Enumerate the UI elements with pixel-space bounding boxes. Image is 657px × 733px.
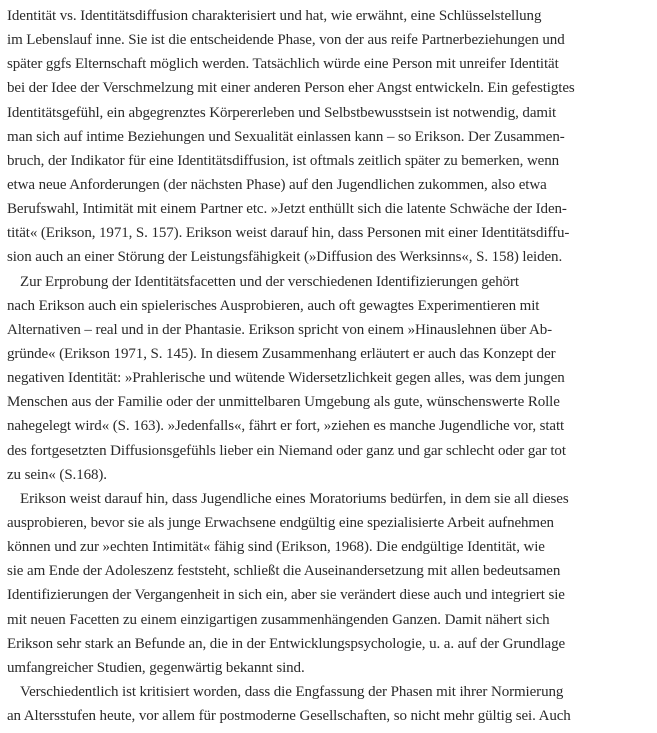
- text-line: Berufswahl, Intimität mit einem Partner etc. »Jetzt enthüllt sich die latente Schwäche der Iden-: [7, 201, 567, 218]
- text-line: man sich auf intime Beziehungen und Sexualität einlassen kann – so Erikson. Der Zusammen-: [7, 128, 565, 145]
- text-line: Identitätsgefühl, ein abgegrenztes Körpererleben und Selbstbewusstsein ist notwendig, damit: [7, 104, 557, 121]
- text-line: im Lebenslauf inne. Sie ist die entscheidende Phase, von der aus reife Partnerbeziehungen und: [7, 32, 565, 49]
- paragraph: [7, 4, 648, 270]
- text-line: sie am Ende der Adoleszenz feststeht, schließt die Auseinandersetzung mit allen bedeutsamen: [7, 563, 561, 580]
- text-line: des fortgesetzten Diffusionsgefühls lieber ein Niemand oder ganz und gar schlecht oder gar tot: [7, 442, 566, 459]
- paragraph: [7, 680, 648, 728]
- text-line: Erikson weist darauf hin, dass Jugendliche eines Moratoriums bedürfen, in dem sie all dieses: [20, 490, 569, 507]
- text-line: negativen Identität: »Prahlerische und wütende Widersetzlichkeit gegen alles, was dem jungen: [7, 370, 565, 387]
- text-line: Alternativen – real und in der Phantasie. Erikson spricht von einem »Hinauslehnen über Ab-: [7, 321, 553, 338]
- text-line: können und zur »echten Intimität« fähig sind (Erikson, 1968). Die endgültige Identität, wie: [7, 539, 545, 556]
- text-line: später ggfs Elternschaft möglich werden. Tatsächlich würde eine Person mit unreifer Identität: [7, 56, 559, 73]
- text-line: sion auch an einer Störung der Leistungsfähigkeit (»Diffusion des Werksinns«, S. 158) leiden.: [7, 249, 563, 266]
- text-line: an Altersstufen heute, vor allem für postmoderne Gesellschaften, so nicht mehr gültig sei. Auch: [7, 708, 571, 725]
- text-line: Erikson sehr stark an Befunde an, die in der Entwicklungspsychologie, u. a. auf der Grundlage: [7, 635, 566, 652]
- text-line: nahegelegt wird« (S. 163). »Jedenfalls«, fährt er fort, »ziehen es manche Jugendliche vor, statt: [7, 418, 565, 435]
- text-line: tität« (Erikson, 1971, S. 157). Erikson weist darauf hin, dass Personen mit einer Identitätsdiffu-: [7, 225, 570, 242]
- text-line: mit neuen Facetten zu einem einzigartigen zusammenhängenden Ganzen. Damit nähert sich: [7, 611, 550, 628]
- text-line: etwa neue Anforderungen (der nächsten Phase) auf den Jugendlichen zukommen, also etwa: [7, 176, 547, 193]
- text-line: Verschiedentlich ist kritisiert worden, dass die Engfassung der Phasen mit ihrer Normierung: [20, 683, 564, 700]
- text-line: Menschen aus der Familie oder der unmittelbaren Umgebung als gute, wünschenswerte Rolle: [7, 394, 560, 411]
- text-line: umfangreicher Studien, gegenwärtig bekannt sind.: [7, 659, 305, 676]
- text-line: bruch, der Indikator für eine Identitätsdiffusion, ist oftmals zeitlich später zu bemerken, wenn: [7, 152, 560, 169]
- text-line: Identifizierungen der Vergangenheit in sich ein, aber sie verändert diese auch und integriert sie: [7, 587, 565, 604]
- text-line: nach Erikson auch ein spielerisches Ausprobieren, auch oft gewagtes Experimentieren mit: [7, 297, 540, 314]
- text-line: ausprobieren, bevor sie als junge Erwachsene endgültig eine spezialisierte Arbeit aufnehmen: [7, 514, 554, 531]
- paragraph: [7, 270, 648, 487]
- text-line: bei der Idee der Verschmelzung mit einer anderen Person eher Angst entwickeln. Ein gefestigtes: [7, 80, 575, 97]
- paragraph: [7, 487, 648, 680]
- text-line: Identität vs. Identitätsdiffusion charakterisiert und hat, wie erwähnt, eine Schlüsselstellung: [7, 8, 542, 24]
- text-line: Zur Erprobung der Identitätsfacetten und der verschiedenen Identifizierungen gehört: [20, 273, 519, 290]
- text-line: gründe« (Erikson 1971, S. 145). In diesem Zusammenhang erläutert er auch das Konzept der: [7, 345, 556, 362]
- text-line: zu sein« (S.168).: [7, 466, 107, 483]
